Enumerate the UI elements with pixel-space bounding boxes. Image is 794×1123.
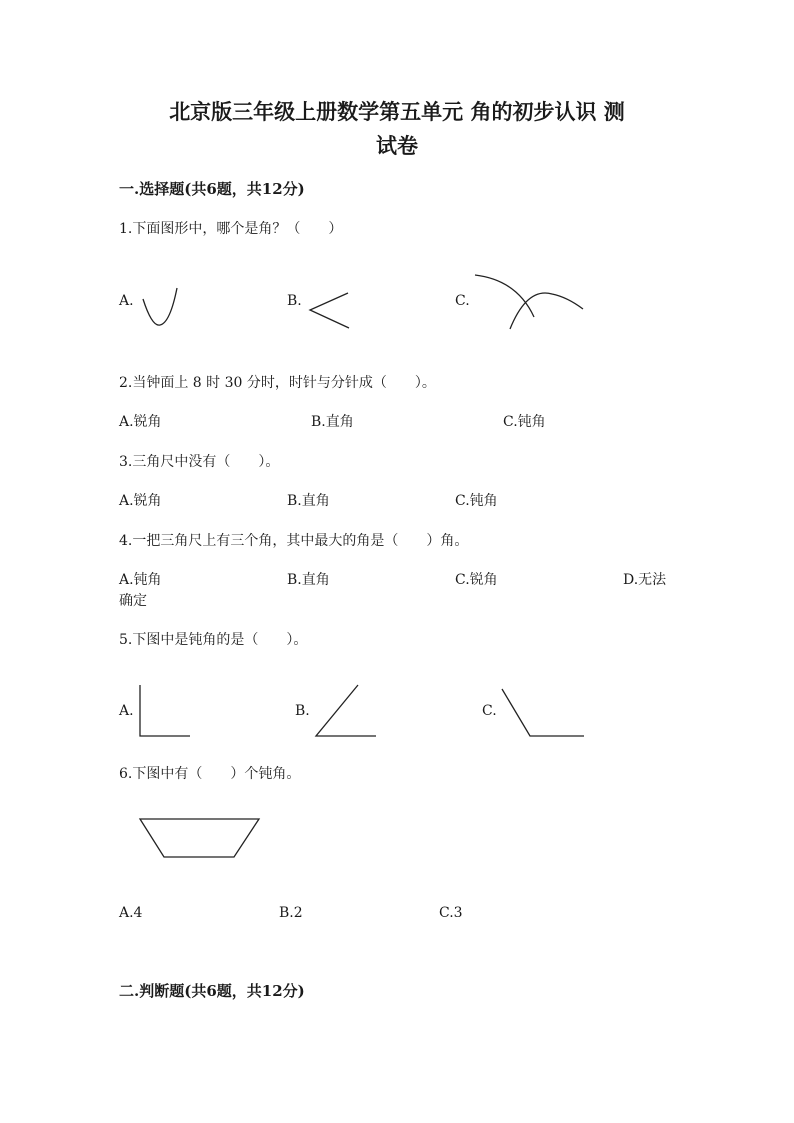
q2-option-c: C.钝角: [503, 414, 546, 430]
page-title-line1: 北京版三年级上册数学第五单元 角的初步认识 测: [169, 99, 625, 124]
section-heading-judgement: 二.判断题(共6题，共12分): [119, 982, 305, 1000]
q1-option-a-label: A.: [119, 293, 134, 309]
q2-option-b: B.直角: [311, 414, 354, 430]
question-1-stem: 1.下面图形中，哪个是角？（ ）: [119, 221, 343, 237]
q5-figure-a-right-angle: [137, 683, 193, 739]
q3-option-c: C.钝角: [455, 493, 498, 509]
question-3-stem: 3.三角尺中没有（ ）。: [119, 454, 280, 470]
q1-option-c-label: C.: [455, 293, 470, 309]
q2-option-a: A.锐角: [119, 414, 162, 430]
q5-figure-b-acute-angle: [313, 683, 379, 739]
q6-figure-trapezoid: [137, 815, 263, 861]
question-6-stem: 6.下图中有（ ）个钝角。: [119, 766, 301, 782]
question-2-stem: 2.当钟面上 8 时 30 分时，时针与分针成（ ）。: [119, 375, 436, 391]
q5-option-b-label: B.: [295, 703, 310, 719]
q4-option-c: C.锐角: [455, 572, 498, 588]
q4-option-a: A.钝角: [119, 572, 162, 588]
q5-figure-c-obtuse-angle: [499, 687, 587, 739]
q5-option-c-label: C.: [482, 703, 497, 719]
q3-option-a: A.锐角: [119, 493, 162, 509]
q1-figure-a-curve: [140, 285, 180, 330]
question-4-stem: 4.一把三角尺上有三个角，其中最大的角是（ ）角。: [119, 533, 469, 549]
q6-option-c: C.3: [439, 905, 463, 921]
q6-option-b: B.2: [279, 905, 303, 921]
q3-option-b: B.直角: [287, 493, 330, 509]
page-title-line2: 试卷: [376, 133, 418, 158]
q6-option-a: A.4: [119, 905, 143, 921]
section-heading-choice: 一.选择题(共6题，共12分): [119, 180, 305, 198]
question-5-stem: 5.下图中是钝角的是（ ）。: [119, 632, 308, 648]
q1-figure-b-angle: [308, 290, 353, 332]
q5-option-a-label: A.: [119, 703, 134, 719]
q1-figure-c-crossing-curves: [472, 272, 587, 332]
q4-option-d: D.无法: [623, 572, 667, 588]
q4-option-d-wrap: 确定: [119, 593, 147, 609]
q4-option-b: B.直角: [287, 572, 330, 588]
q1-option-b-label: B.: [287, 293, 302, 309]
